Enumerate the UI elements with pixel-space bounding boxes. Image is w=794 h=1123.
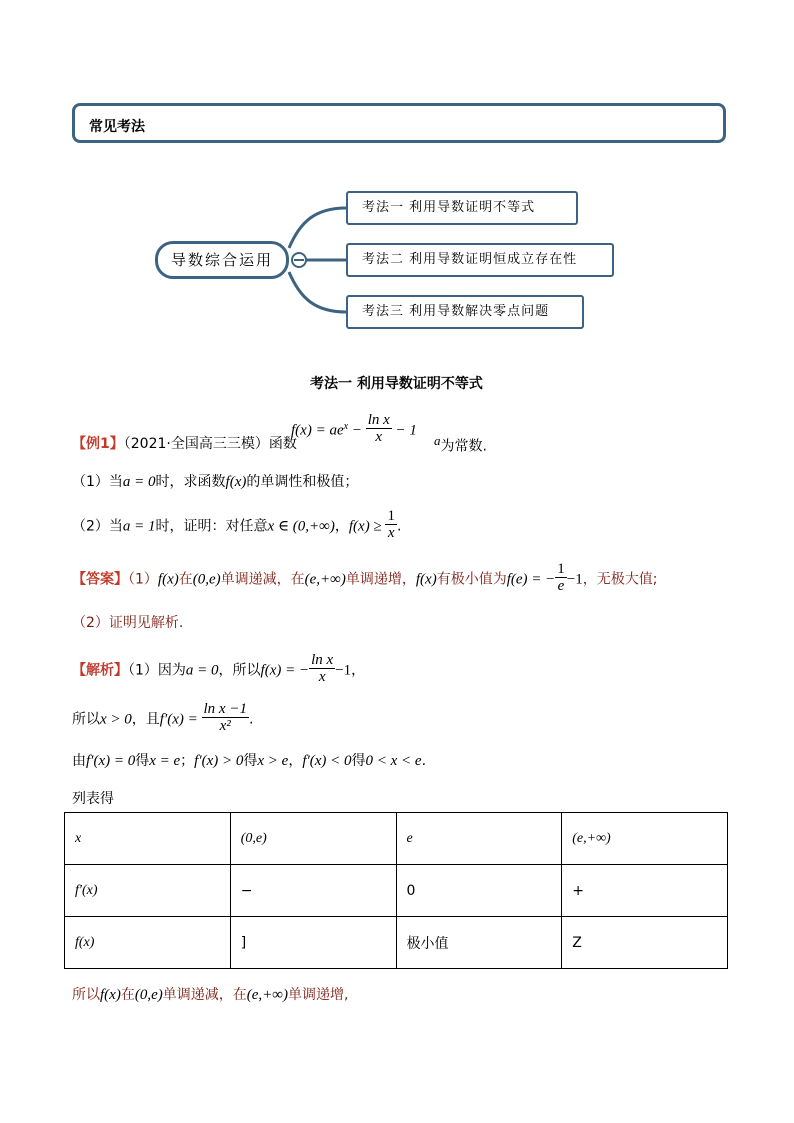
analysis-l1-den: x bbox=[318, 669, 326, 685]
conclusion-f: f(x) bbox=[100, 987, 121, 1003]
table-cell: (e,+∞) bbox=[562, 813, 728, 865]
answer-i2: (e,+∞) bbox=[304, 571, 346, 588]
answer-frac-num: 1 bbox=[557, 561, 565, 577]
mindmap-branch-3 bbox=[346, 295, 584, 329]
analysis-l2-post: . bbox=[248, 711, 254, 728]
func-tail: − 1 bbox=[391, 422, 417, 439]
analysis-l1-pre: （1）因为 bbox=[128, 662, 186, 679]
mindmap-root-node bbox=[155, 241, 289, 279]
list-label: 列表得 bbox=[72, 791, 114, 807]
analysis-l3-f: 得 bbox=[243, 753, 258, 769]
table-row bbox=[65, 917, 728, 969]
analysis-l3-c: x = e bbox=[149, 753, 181, 769]
answer-t6: ，无极大值; bbox=[582, 571, 658, 588]
analysis-l3-e: f′(x) > 0 bbox=[194, 753, 244, 769]
question-2 bbox=[72, 510, 401, 543]
answer-f1: f(x) bbox=[157, 571, 179, 588]
table-cell: Z bbox=[562, 917, 728, 969]
mindmap-branch-2 bbox=[346, 243, 614, 277]
conclusion-line bbox=[72, 984, 348, 1004]
q2-frac-den: x bbox=[387, 525, 395, 541]
conclusion-t2: 单调递减，在 bbox=[162, 987, 247, 1003]
analysis-l3-a: f′(x) = 0 bbox=[86, 753, 136, 769]
table-cell: + bbox=[562, 865, 728, 917]
q1-cond: a = 0 bbox=[122, 474, 156, 490]
q2-post: . bbox=[396, 518, 402, 535]
analysis-line-1 bbox=[72, 654, 365, 687]
table-cell: ] bbox=[230, 917, 396, 969]
analysis-l3-pre: 由 bbox=[72, 753, 86, 769]
q2-frac-num: 1 bbox=[387, 508, 395, 524]
const-note bbox=[426, 433, 487, 456]
analysis-l2-den: x² bbox=[219, 718, 231, 734]
answer-tag: 【答案】 bbox=[72, 571, 128, 588]
section-title: 常见考法 bbox=[89, 119, 145, 135]
analysis-l3-k: 0 < x < e bbox=[365, 753, 422, 769]
conclusion-pre: 所以 bbox=[72, 987, 100, 1003]
q1-func: f(x) bbox=[225, 474, 247, 490]
func-frac-num: ln x bbox=[367, 412, 390, 428]
mindmap-branch-2-label: 考法二 利用导数证明恒成立存在性 bbox=[362, 252, 578, 267]
answer-f2: f(x) bbox=[415, 571, 437, 588]
analysis-l1-tail: −1 bbox=[335, 662, 352, 679]
table-cell: 0 bbox=[396, 865, 562, 917]
example-source: （2021·全国高三三模）函数 bbox=[123, 436, 297, 452]
conclusion-i1: (0,e) bbox=[134, 987, 163, 1003]
table-cell: e bbox=[396, 813, 562, 865]
topic-heading: 考法一 利用导数证明不等式 bbox=[310, 376, 483, 392]
conclusion-t3: 单调递增, bbox=[287, 987, 349, 1003]
analysis-l1-num: ln x bbox=[311, 652, 334, 668]
conclusion-t1: 在 bbox=[120, 987, 135, 1003]
const-var: a bbox=[434, 433, 441, 448]
answer-t2: 单调递减，在 bbox=[220, 571, 305, 588]
analysis-l3-i: f′(x) < 0 bbox=[302, 753, 352, 769]
q2-ineq: f(x) ≥ bbox=[348, 518, 386, 535]
analysis-l3-h: ， bbox=[288, 753, 303, 769]
const-note-text: 为常数. bbox=[440, 438, 487, 455]
analysis-l1-cond: a = 0 bbox=[185, 662, 219, 679]
answer-line-2: （2）证明见解析. bbox=[72, 615, 184, 631]
q1-pre: （1）当 bbox=[72, 474, 123, 490]
q2-pre: （2）当 bbox=[72, 518, 123, 535]
func-exp: x bbox=[343, 420, 349, 432]
analysis-l2-mid: ，且 bbox=[131, 711, 160, 728]
answer-frac-den: e bbox=[557, 578, 565, 594]
answer-line-1 bbox=[72, 563, 657, 596]
answer-t5: −1 bbox=[566, 571, 583, 588]
analysis-l2-num: ln x −1 bbox=[203, 701, 247, 717]
answer-t3: 单调递增， bbox=[345, 571, 416, 588]
answer-p1: （1） bbox=[128, 571, 158, 588]
q2-sep: ， bbox=[334, 518, 349, 535]
answer-t4: 有极小值为 bbox=[436, 571, 507, 588]
mindmap-branch-3-label: 考法三 利用导数解决零点问题 bbox=[362, 304, 550, 319]
answer-t1: 在 bbox=[178, 571, 193, 588]
table-row bbox=[65, 813, 728, 865]
analysis-l2-f: f′(x) = bbox=[159, 711, 202, 728]
conclusion-i2: (e,+∞) bbox=[246, 987, 288, 1003]
analysis-l1-mid: ，所以 bbox=[218, 662, 261, 679]
func-frac-den: x bbox=[375, 429, 383, 445]
q1-post: 的单调性和极值； bbox=[246, 474, 359, 490]
analysis-l3-l: . bbox=[421, 753, 427, 769]
analysis-l1-f: f(x) = − bbox=[260, 662, 310, 679]
mindmap-branch-1-label: 考法一 利用导数证明不等式 bbox=[362, 200, 536, 215]
analysis-line-2 bbox=[72, 703, 253, 736]
analysis-l3-b: 得 bbox=[135, 753, 150, 769]
question-1 bbox=[72, 471, 358, 491]
example-tag: 【例1】 bbox=[72, 436, 124, 452]
func-lhs: f(x) = ae bbox=[291, 422, 344, 439]
answer-i1: (0,e) bbox=[192, 571, 221, 588]
table-row bbox=[65, 865, 728, 917]
q2-domain: x ∈ (0,+∞) bbox=[267, 518, 335, 535]
connector-branch-3 bbox=[289, 272, 346, 312]
table-cell: − bbox=[230, 865, 396, 917]
table-cell: f(x) bbox=[65, 917, 231, 969]
analysis-l3-d: ； bbox=[180, 753, 195, 769]
analysis-tag: 【解析】 bbox=[72, 662, 128, 679]
variation-table bbox=[64, 812, 728, 969]
analysis-l3-g: x > e bbox=[257, 753, 289, 769]
analysis-l2-pre: 所以 bbox=[72, 711, 100, 728]
example-line bbox=[72, 433, 297, 453]
table-cell: (0,e) bbox=[230, 813, 396, 865]
analysis-l3-j: 得 bbox=[351, 753, 366, 769]
table-cell: x bbox=[65, 813, 231, 865]
q1-mid: 时，求函数 bbox=[155, 474, 226, 490]
answer-f3: f(e) = − bbox=[506, 571, 556, 588]
example-function-formula bbox=[291, 414, 417, 447]
analysis-l2-cond: x > 0 bbox=[100, 711, 132, 728]
q2-cond: a = 1 bbox=[122, 518, 156, 535]
connector-branch-1 bbox=[289, 208, 346, 248]
mindmap-branch-1 bbox=[346, 191, 578, 225]
mindmap-root-label: 导数综合运用 bbox=[170, 251, 273, 269]
func-minus: − bbox=[348, 422, 366, 439]
analysis-l1-post: ， bbox=[351, 662, 366, 679]
table-cell: 极小值 bbox=[396, 917, 562, 969]
q2-mid: 时，证明：对任意 bbox=[155, 518, 268, 535]
table-cell: f′(x) bbox=[65, 865, 231, 917]
analysis-line-3 bbox=[72, 750, 426, 770]
